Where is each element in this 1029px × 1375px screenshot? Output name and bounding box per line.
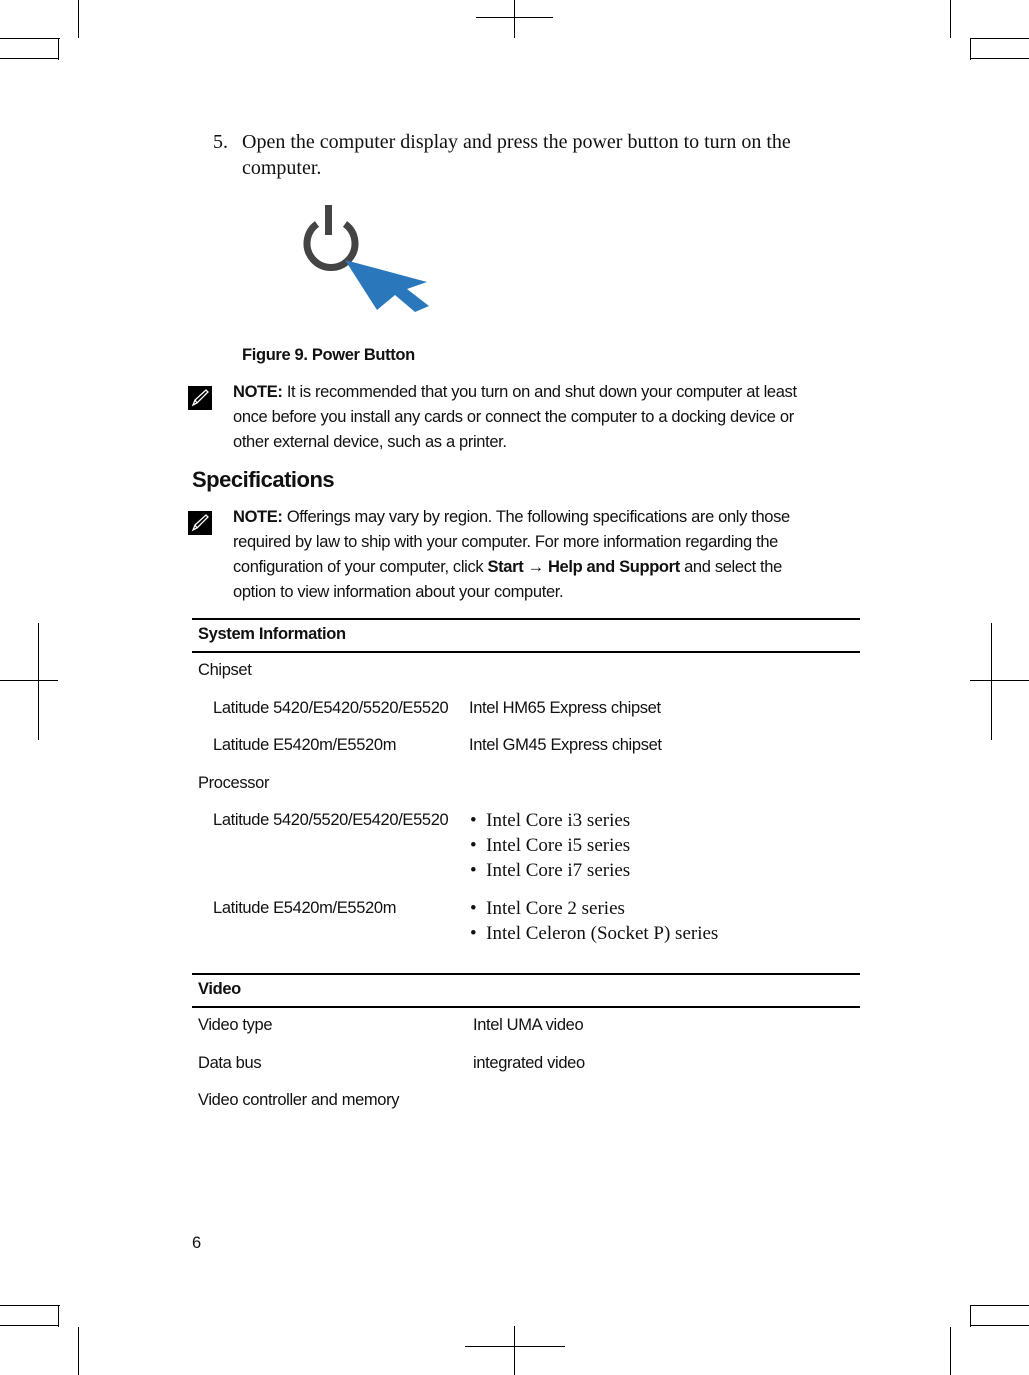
text: configuration of your computer, click — [233, 558, 488, 576]
crop-mark — [58, 1305, 59, 1327]
crop-mark — [970, 680, 1029, 681]
crop-mark — [514, 1326, 515, 1375]
note-pencil-icon — [188, 511, 212, 535]
figure-caption: Figure 9. Power Button — [242, 346, 415, 364]
processor-list — [470, 896, 718, 946]
processor-list — [470, 808, 630, 883]
page-number: 6 — [192, 1234, 201, 1252]
crop-mark — [0, 1325, 58, 1326]
table-rule — [192, 618, 860, 620]
item-text: Intel Core i3 series — [486, 810, 631, 831]
text: and select the — [679, 558, 782, 576]
step-text: Open the computer display and press the power button to turn on the — [242, 131, 791, 153]
table-rule — [192, 651, 860, 653]
step-text: computer. — [242, 157, 322, 179]
note-line: required by law to ship with your computer. For more information regarding the — [233, 533, 778, 551]
crop-mark — [991, 623, 992, 740]
step-number: 5. — [213, 131, 228, 153]
item-text: Intel Core i5 series — [486, 835, 631, 856]
row-label: Processor — [198, 774, 270, 792]
power-button-figure — [295, 200, 435, 315]
list-item: • Intel Core 2 series — [470, 898, 625, 919]
crop-mark — [950, 0, 951, 38]
note-label: NOTE: — [233, 383, 283, 401]
row-label: Data bus — [198, 1054, 262, 1072]
note-line: Offerings may vary by region. The following specifications are only those — [282, 508, 790, 526]
model-label: Latitude E5420m/E5520m — [213, 899, 397, 917]
row-value: Intel GM45 Express chipset — [469, 736, 662, 754]
row-label: Video type — [198, 1016, 273, 1034]
start-menu-ref: Start — [487, 558, 524, 576]
crop-mark — [970, 1305, 971, 1327]
crop-mark — [514, 0, 515, 38]
crop-mark — [0, 1305, 60, 1306]
crop-mark — [0, 58, 58, 59]
note-line: other external device, such as a printer. — [233, 433, 507, 451]
table-header: System Information — [198, 625, 346, 643]
model-label: Latitude 5420/5520/E5420/E5520 — [213, 811, 449, 829]
crop-mark — [970, 1305, 1029, 1306]
note-pencil-icon — [188, 386, 212, 410]
note-line: option to view information about your computer. — [233, 583, 564, 601]
model-label: Latitude 5420/E5420/5520/E5520 — [213, 699, 449, 717]
item-text: Intel Core 2 series — [486, 898, 625, 919]
crop-mark — [970, 1325, 1029, 1326]
list-item: • Intel Core i7 series — [470, 860, 631, 881]
table-header: Video — [198, 980, 241, 998]
row-value: Intel UMA video — [473, 1016, 584, 1034]
row-value: integrated video — [473, 1054, 585, 1072]
help-support-ref: Help and Support — [547, 558, 680, 576]
crop-mark — [38, 623, 39, 740]
crop-mark — [78, 0, 79, 38]
item-text: Intel Core i7 series — [486, 860, 631, 881]
crop-mark — [970, 38, 971, 60]
note-line: once before you install any cards or connect the computer to a docking device or — [233, 408, 794, 426]
row-label: Chipset — [198, 661, 252, 679]
list-item: • Intel Core i5 series — [470, 835, 631, 856]
table-rule — [192, 1006, 860, 1008]
note-text — [233, 508, 790, 527]
list-item: • Intel Core i3 series — [470, 810, 631, 831]
crop-mark — [970, 58, 1029, 59]
crop-mark — [0, 680, 58, 681]
note-text — [233, 383, 797, 402]
list-item: • Intel Celeron (Socket P) series — [470, 923, 719, 944]
table-rule — [192, 973, 860, 975]
crop-mark — [970, 38, 1029, 39]
crop-mark — [78, 1327, 79, 1375]
note-label: NOTE: — [233, 508, 283, 526]
crop-mark — [465, 1346, 565, 1347]
row-label: Video controller and memory — [198, 1091, 400, 1109]
power-icon — [307, 205, 355, 267]
crop-mark — [58, 38, 59, 60]
section-title: Specifications — [192, 467, 335, 492]
cursor-arrow-icon — [345, 260, 429, 312]
item-text: Intel Celeron (Socket P) series — [486, 923, 719, 944]
crop-mark — [950, 1327, 951, 1375]
model-label: Latitude E5420m/E5520m — [213, 736, 397, 754]
arrow: → — [523, 558, 548, 576]
note-line — [233, 558, 782, 577]
note-line: It is recommended that you turn on and shut down your computer at least — [282, 383, 797, 401]
row-value: Intel HM65 Express chipset — [469, 699, 661, 717]
crop-mark — [0, 38, 60, 39]
